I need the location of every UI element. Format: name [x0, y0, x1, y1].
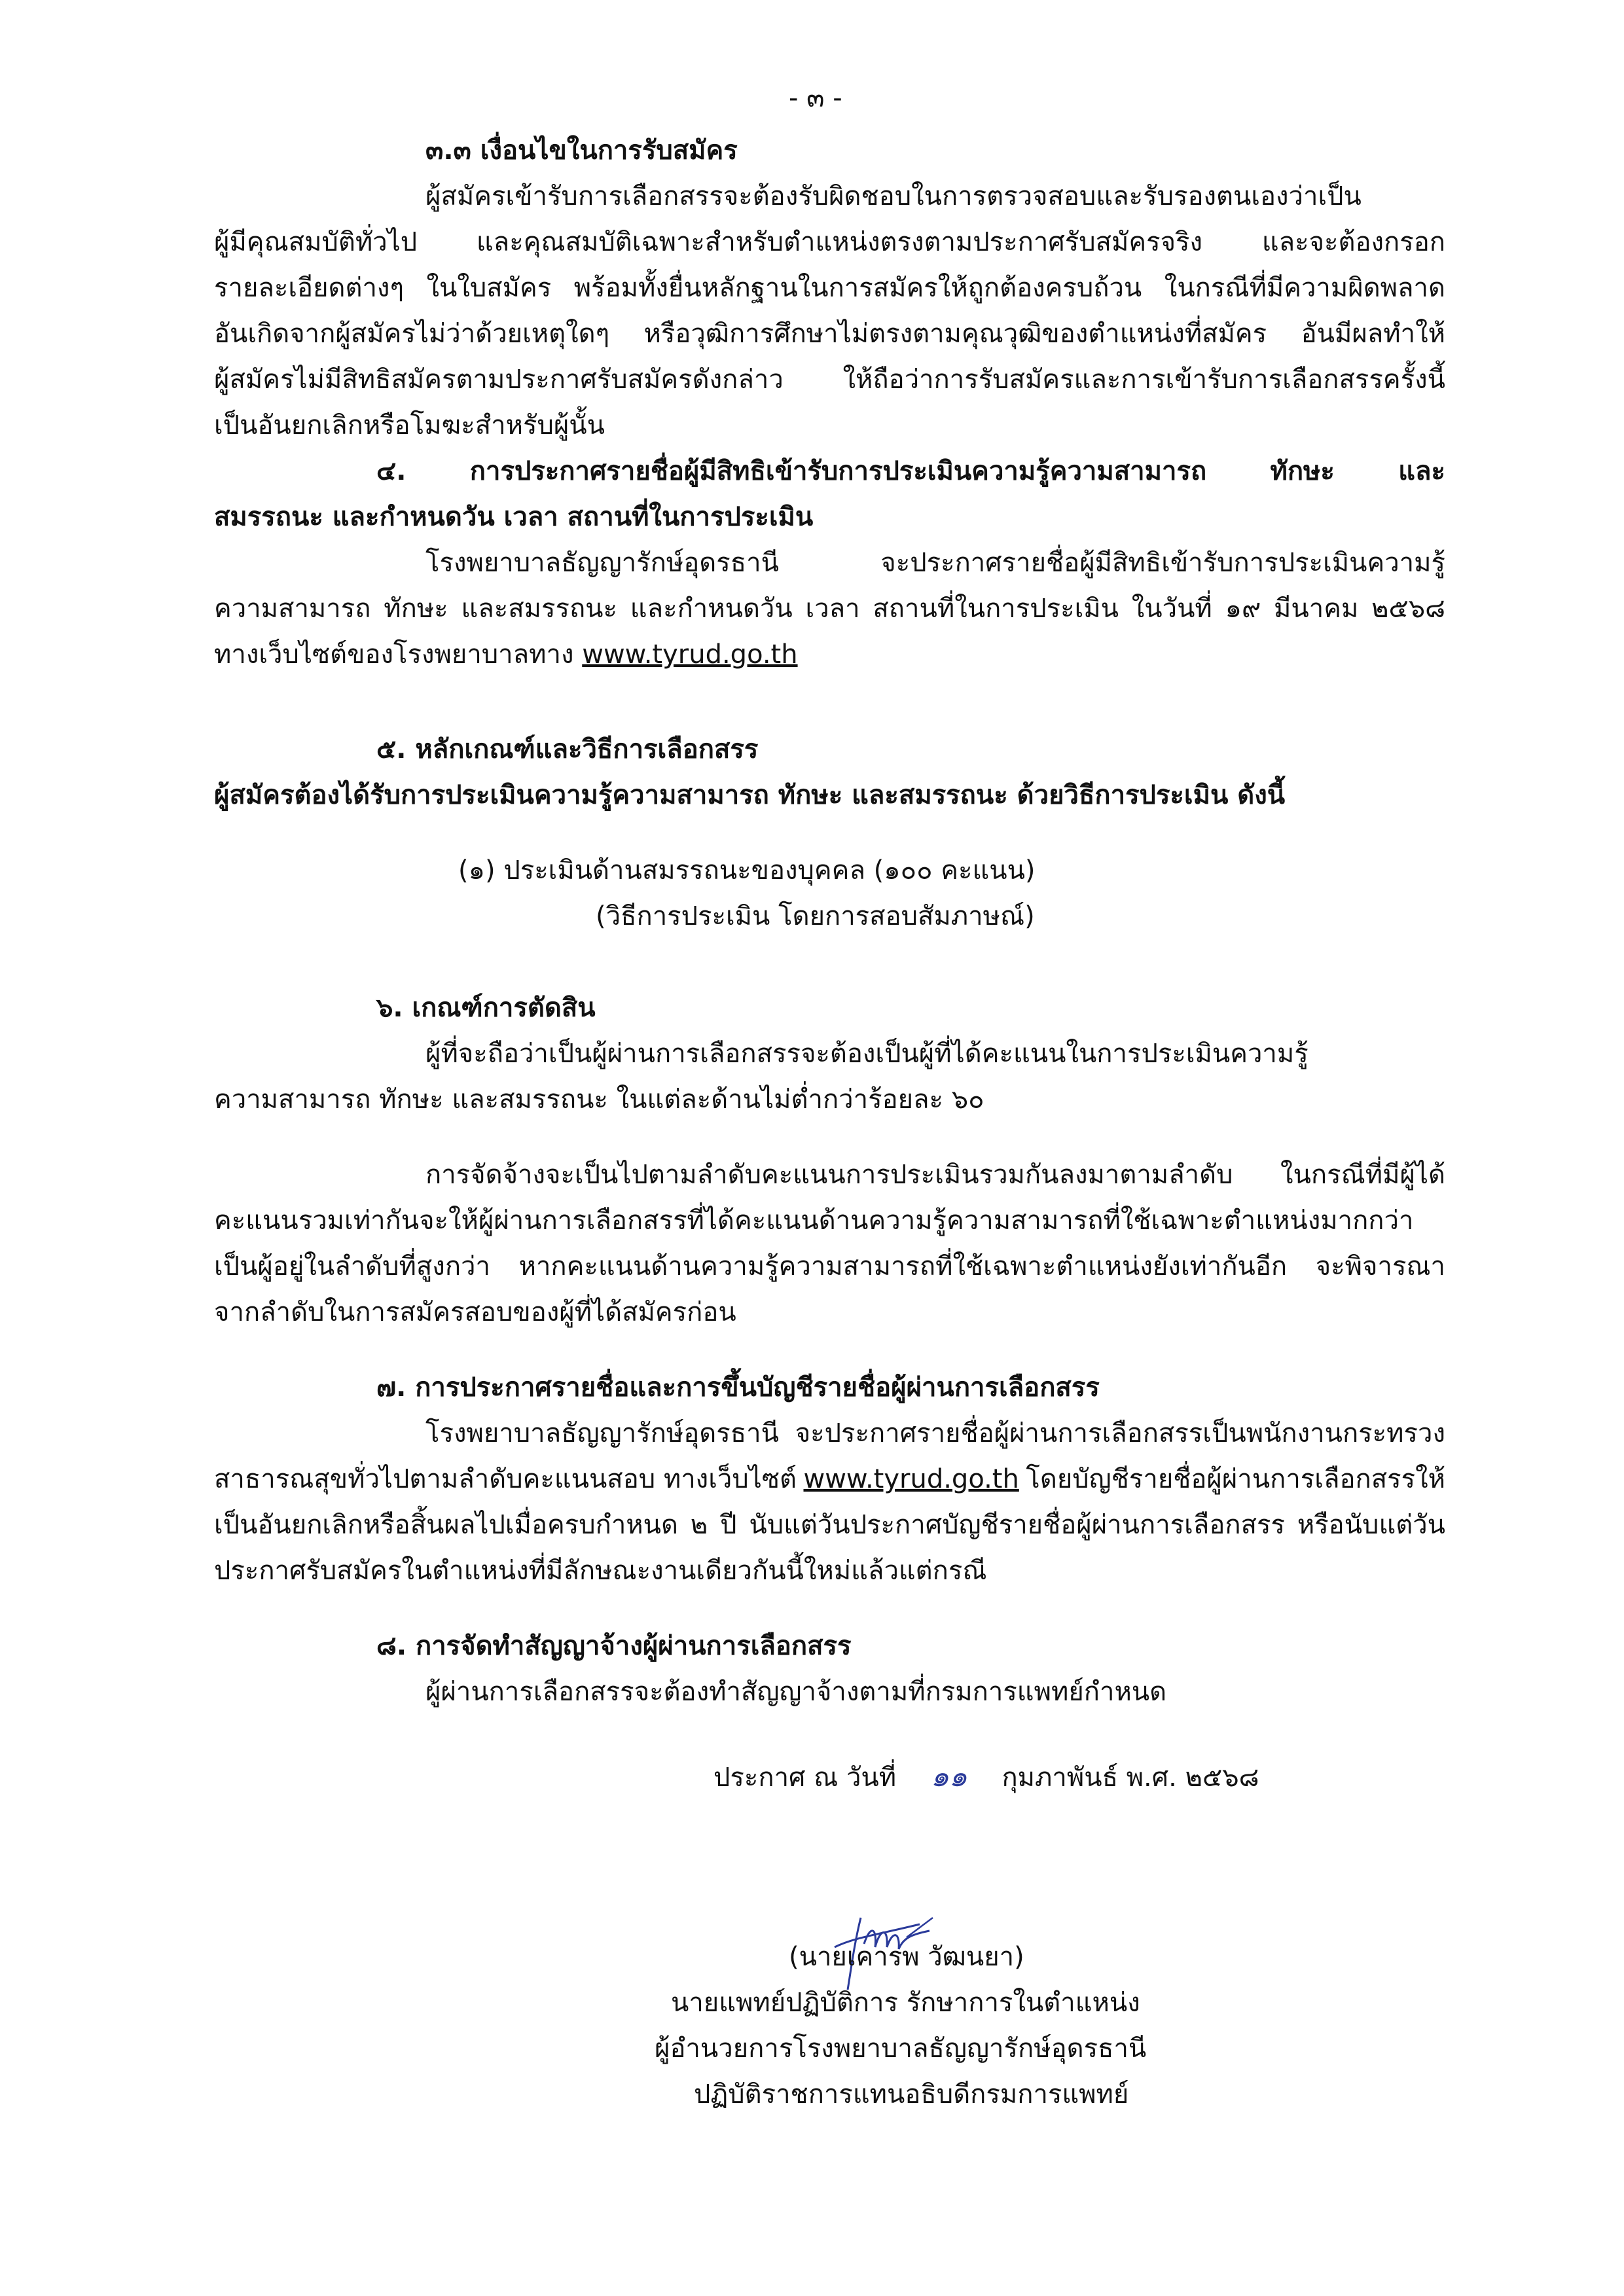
signer-title: ปฏิบัติราชการแทนอธิบดีกรมการแพทย์: [694, 2079, 1129, 2109]
section-3-3-heading: ๓.๓ เงื่อนไขในการรับสมัคร: [425, 135, 738, 166]
section-4-heading: ๔. การประกาศรายชื่อผู้มีสิทธิเข้ารับการประเมินความรู้ความสามารถ ทักษะ และ: [376, 456, 1445, 486]
signer-title: นายแพทย์ปฏิบัติการ รักษาการในตำแหน่ง: [671, 1988, 1140, 2018]
section-3-3-line: รายละเอียดต่างๆ ในใบสมัคร พร้อมทั้งยื่นหลักฐานในการสมัครให้ถูกต้องครบถ้วน ในกรณีที่มีความผิดพลาด: [214, 273, 1445, 303]
tyrud-website-link[interactable]: www.tyrud.go.th: [803, 1464, 1019, 1494]
section-5-item-method: (วิธีการประเมิน โดยการสอบสัมภาษณ์): [596, 901, 1035, 931]
section-7-line-text: โดยบัญชีรายชื่อผู้ผ่านการเลือกสรรให้: [1026, 1464, 1445, 1494]
tyrud-website-link[interactable]: www.tyrud.go.th: [582, 639, 798, 670]
section-4-line-text: ทางเว็บไซต์ของโรงพยาบาลทาง: [214, 639, 574, 670]
page-number: - ๓ -: [789, 83, 842, 113]
section-6-line: เป็นผู้อยู่ในลำดับที่สูงกว่า หากคะแนนด้านความรู้ความสามารถที่ใช้เฉพาะตำแหน่งยังเท่ากันอีก จะพิจารณา: [214, 1251, 1445, 1282]
section-7-line: เป็นอันยกเลิกหรือสิ้นผลไปเมื่อครบกำหนด ๒ ปี นับแต่วันประกาศบัญชีรายชื่อผู้ผ่านการเลือกสรร หรือนับแต่วัน: [214, 1510, 1445, 1540]
section-5-subheading: ผู้สมัครต้องได้รับการประเมินความรู้ความสามารถ ทักษะ และสมรรถนะ ด้วยวิธีการประเมิน ดังนี้: [214, 780, 1286, 810]
section-4-line: โรงพยาบาลธัญญารักษ์อุดรธานี จะประกาศรายชื่อผู้มีสิทธิเข้ารับการประเมินความรู้: [425, 548, 1445, 578]
announce-day-handwritten: ๑๑: [930, 1760, 967, 1793]
section-7-line: [214, 1463, 1445, 1496]
signer-title: ผู้อำนวยการโรงพยาบาลธัญญารักษ์อุดรธานี: [655, 2034, 1147, 2064]
section-3-3-line: อันเกิดจากผู้สมัครไม่ว่าด้วยเหตุใดๆ หรือวุฒิการศึกษาไม่ตรงตามคุณวุฒิของตำแหน่งที่สมัคร อันมีผลทำให้: [214, 319, 1445, 349]
section-3-3-line: เป็นอันยกเลิกหรือโมฆะสำหรับผู้นั้น: [214, 410, 605, 440]
section-4-line: [214, 638, 798, 671]
section-6-line: ความสามารถ ทักษะ และสมรรถนะ ในแต่ละด้านไม่ต่ำกว่าร้อยละ ๖๐: [214, 1085, 984, 1115]
section-8-line: ผู้ผ่านการเลือกสรรจะต้องทำสัญญาจ้างตามที่กรมการแพทย์กำหนด: [425, 1677, 1167, 1707]
section-4-line: ความสามารถ ทักษะ และสมรรถนะ และกำหนดวัน เวลา สถานที่ในการประเมิน ในวันที่ ๑๙ มีนาคม ๒๕๖๘: [214, 594, 1445, 624]
section-8-heading: ๘. การจัดทำสัญญาจ้างผู้ผ่านการเลือกสรร: [376, 1631, 852, 1661]
announce-month-year: กุมภาพันธ์ พ.ศ. ๒๕๖๘: [1001, 1763, 1259, 1793]
section-3-3-line: ผู้มีคุณสมบัติทั่วไป และคุณสมบัติเฉพาะสำหรับตำแหน่งตรงตามประกาศรับสมัครจริง และจะต้องกรอก: [214, 227, 1445, 257]
section-6-heading: ๖. เกณฑ์การตัดสิน: [376, 993, 596, 1023]
section-6-line: คะแนนรวมเท่ากันจะให้ผู้ผ่านการเลือกสรรที่ได้คะแนนด้านความรู้ความสามารถที่ใช้เฉพาะตำแหน่งมากกว่า: [214, 1206, 1414, 1236]
signer-name: (นายเคารพ วัฒนยา): [789, 1942, 1024, 1972]
announce-date: [713, 1761, 1259, 1794]
section-6-line: การจัดจ้างจะเป็นไปตามลำดับคะแนนการประเมินรวมกันลงมาตามลำดับ ในกรณีที่มีผู้ได้: [425, 1160, 1445, 1190]
section-7-line: ประกาศรับสมัครในตำแหน่งที่มีลักษณะงานเดียวกันนี้ใหม่แล้วแต่กรณี: [214, 1556, 987, 1586]
section-3-3-line: ผู้สมัครเข้ารับการเลือกสรรจะต้องรับผิดชอบในการตรวจสอบและรับรองตนเองว่าเป็น: [425, 181, 1362, 211]
announce-prefix: ประกาศ ณ วันที่: [713, 1763, 897, 1793]
section-5-item: (๑) ประเมินด้านสมรรถนะของบุคคล (๑๐๐ คะแนน): [458, 855, 1036, 886]
section-7-line-text: สาธารณสุขทั่วไปตามลำดับคะแนนสอบ ทางเว็บไซต์: [214, 1464, 797, 1494]
section-6-line: จากลำดับในการสมัครสอบของผู้ที่ได้สมัครก่อน: [214, 1297, 736, 1327]
section-6-line: ผู้ที่จะถือว่าเป็นผู้ผ่านการเลือกสรรจะต้องเป็นผู้ที่ได้คะแนนในการประเมินความรู้: [425, 1039, 1308, 1069]
section-3-3-line: ผู้สมัครไม่มีสิทธิสมัครตามประกาศรับสมัครดังกล่าว ให้ถือว่าการรับสมัครและการเข้ารับการเลือกสรรครั้งนี้: [214, 365, 1445, 395]
section-7-heading: ๗. การประกาศรายชื่อและการขึ้นบัญชีรายชื่อผู้ผ่านการเลือกสรร: [376, 1372, 1100, 1403]
section-7-line: โรงพยาบาลธัญญารักษ์อุดรธานี จะประกาศรายชื่อผู้ผ่านการเลือกสรรเป็นพนักงานกระทรวง: [425, 1418, 1445, 1448]
section-5-heading: ๕. หลักเกณฑ์และวิธีการเลือกสรร: [376, 734, 759, 764]
section-4-heading-cont: สมรรถนะ และกำหนดวัน เวลา สถานที่ในการประเมิน: [214, 502, 814, 532]
